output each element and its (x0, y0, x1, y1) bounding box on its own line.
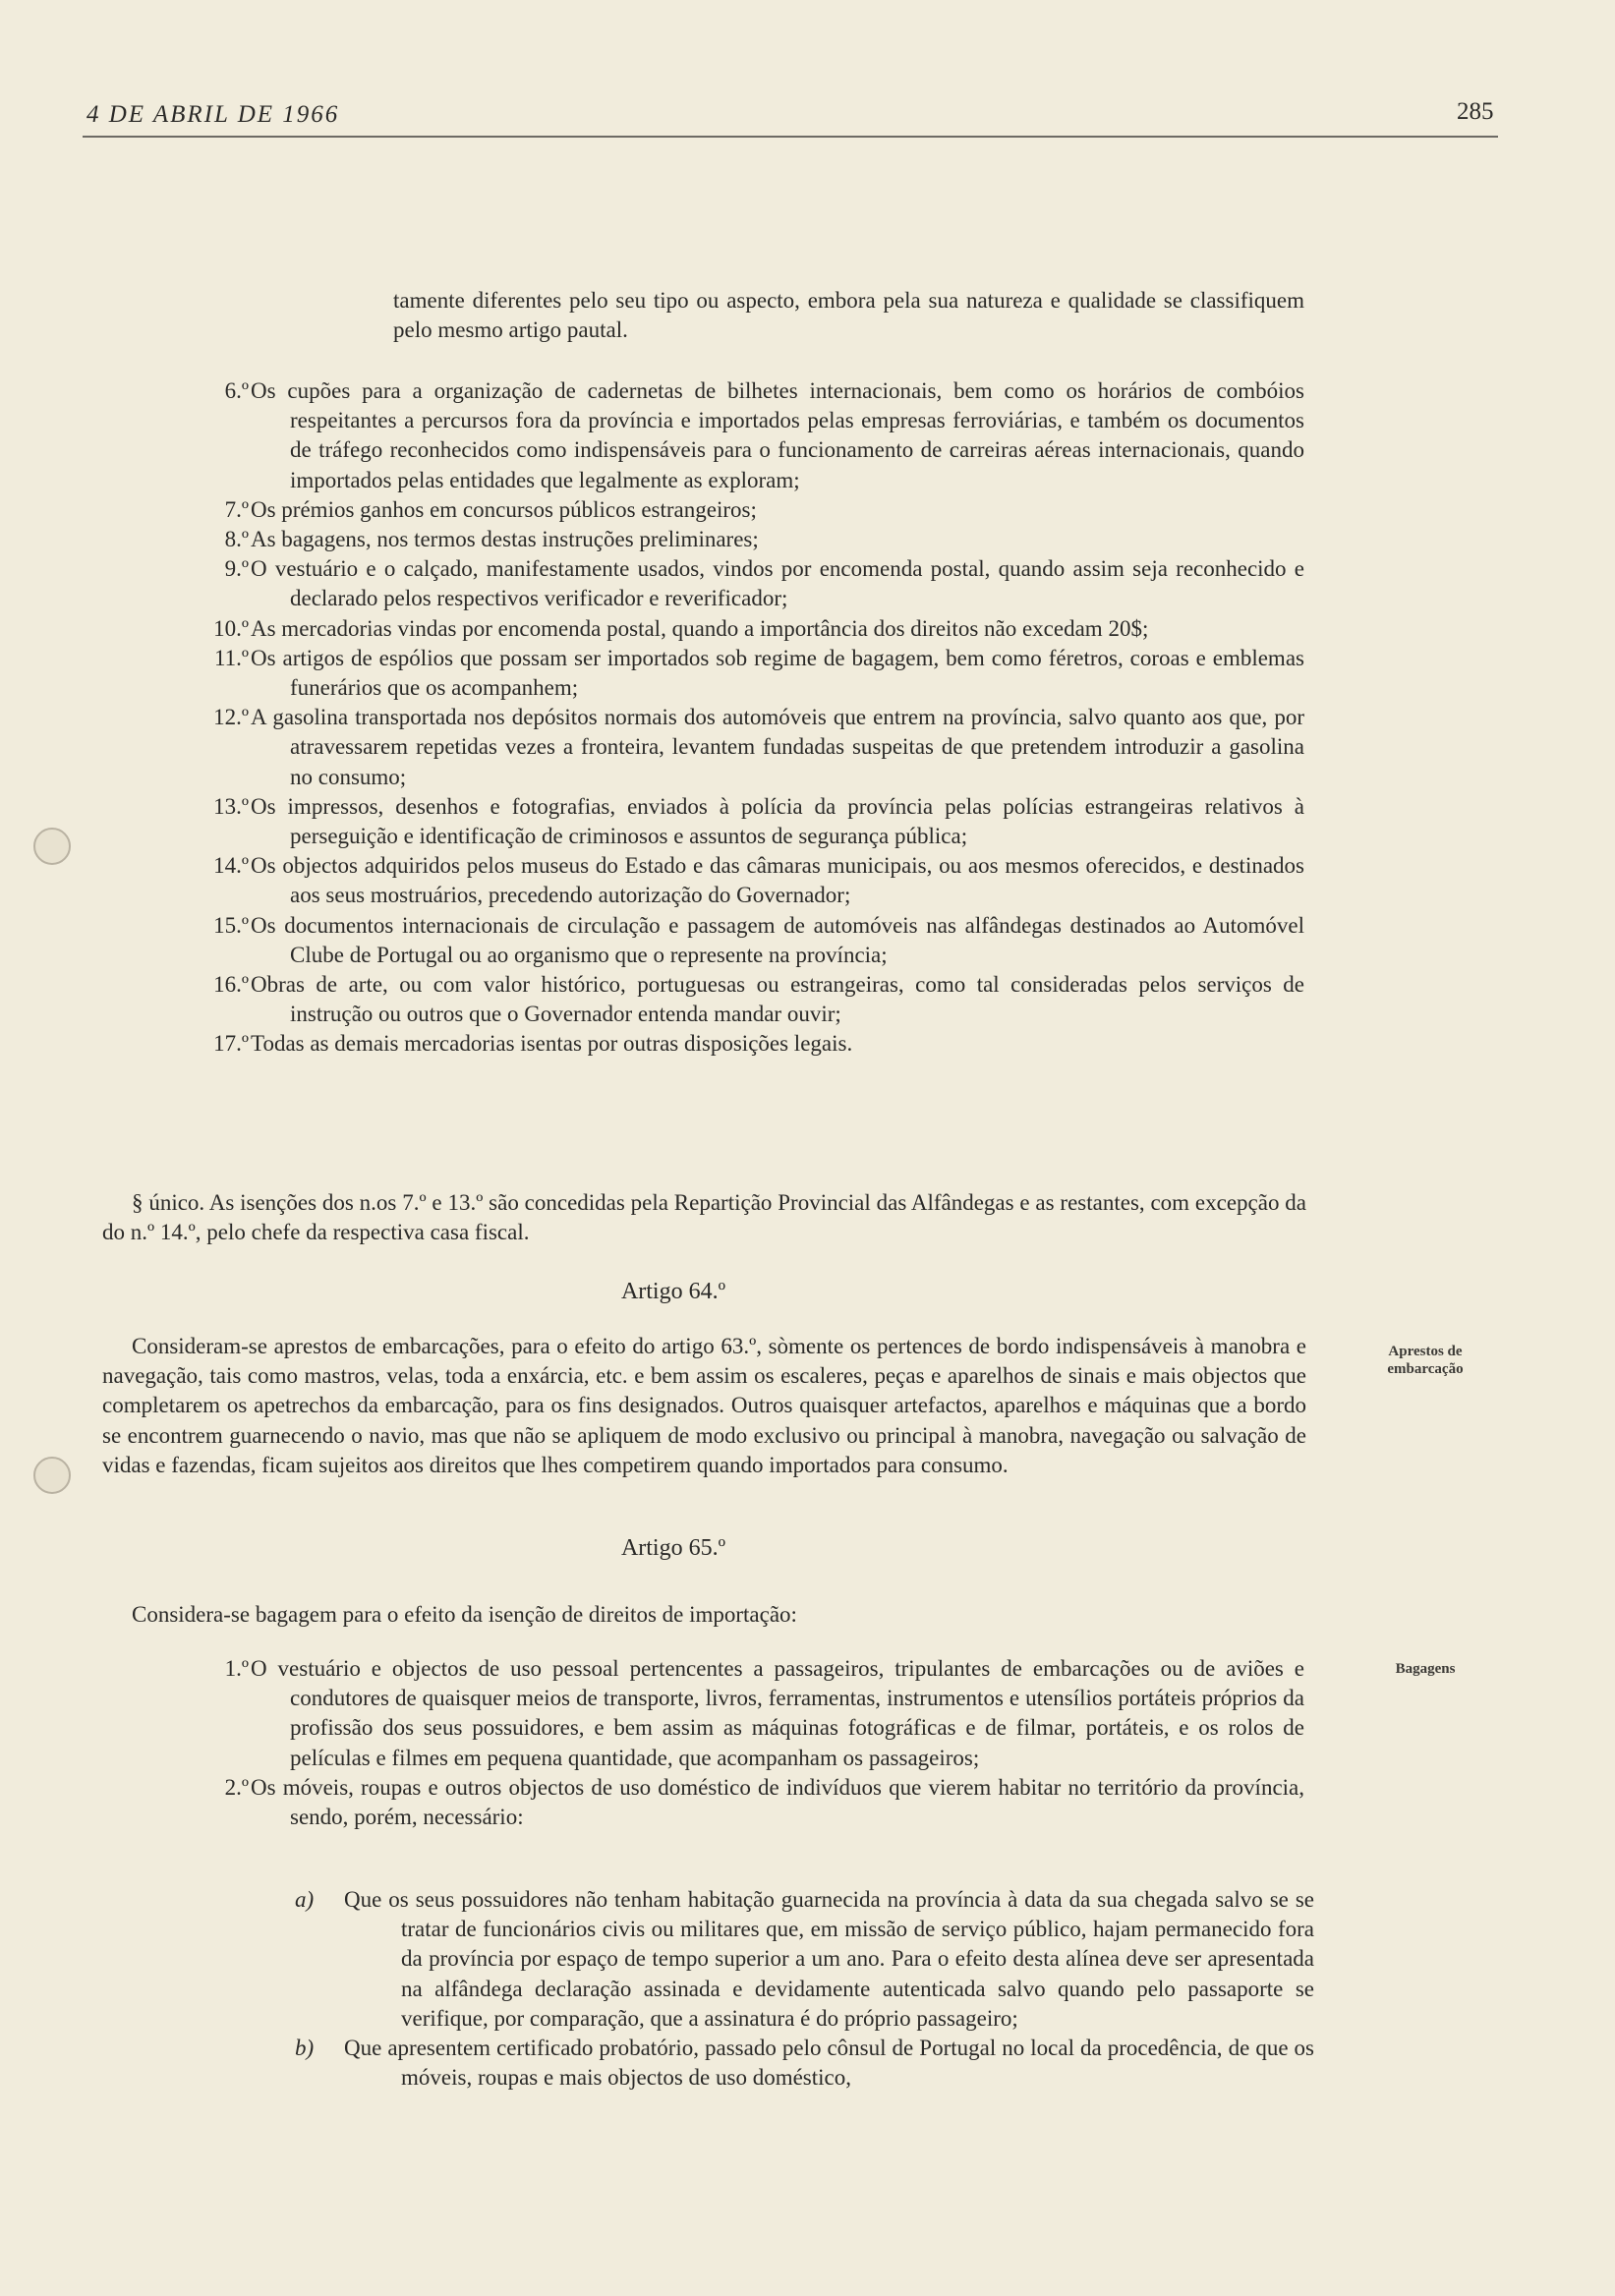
item-number: 14.º (213, 853, 249, 879)
list-item (197, 554, 1304, 613)
article-65-intro: Considera-se bagagem para o efeito da isenção de direitos de importação: (132, 1602, 797, 1627)
item-text: Os artigos de espólios que possam ser importados sob regime de bagagem, bem como féretros, coroas e emblemas funerários que os acompanhem; (251, 645, 1304, 701)
item-number: 7.º (224, 496, 249, 522)
item-number: 13.º (213, 793, 249, 819)
list-item (197, 703, 1304, 792)
continuation-paragraph: tamente diferentes pelo seu tipo ou aspecto, embora pela sua natureza e qualidade se classifiquem pelo mesmo artigo pautal. (393, 288, 1304, 343)
item-text: Obras de arte, ou com valor histórico, portuguesas ou estrangeiras, como tal consideradas pelos serviços de instrução ou outros que o Governador entenda mandar ouvir; (251, 972, 1304, 1027)
list-item (197, 1773, 1304, 1832)
subitem-list (295, 1885, 1314, 2093)
list-item (197, 1654, 1304, 1773)
subitem-text: Que apresentem certificado probatório, passado pelo cônsul de Portugal no local da procedência, de que os móveis, roupas e mais objectos de uso doméstico, (344, 2036, 1314, 2091)
item-number: 15.º (213, 912, 249, 938)
list-item (197, 1029, 1304, 1059)
item-text: As bagagens, nos termos destas instruções preliminares; (251, 527, 759, 552)
item-text: Os cupões para a organização de cadernetas de bilhetes internacionais, bem como os horários de combóios respeitantes a percursos fora da província e importados pelas empresas ferroviárias, e também os documentos de tráfego reconhecidos como indispensáveis para o funcionamento de carreiras aéreas internacionais, quando importados pelas entidades que legalmente as exploram; (251, 378, 1304, 492)
list-item (197, 792, 1304, 851)
article-65-title: Artigo 65.º (620, 1535, 726, 1561)
list-item (295, 2034, 1314, 2093)
item-text: Os objectos adquiridos pelos museus do Estado e das câmaras municipais, ou aos mesmos oferecidos, e destinados aos seus mostruários, precedendo autorização do Governador; (251, 853, 1304, 908)
header-date: 4 DE ABRIL DE 1966 (87, 101, 340, 128)
item-number: 1.º (224, 1656, 249, 1681)
list-item (197, 495, 1304, 525)
margin-note-aprestos: Aprestos de embarcação (1387, 1344, 1464, 1377)
punch-hole (33, 828, 71, 865)
list-item (197, 970, 1304, 1029)
list-item (197, 851, 1304, 910)
item-number: 2.º (224, 1774, 249, 1800)
list-item (197, 376, 1304, 495)
paragraph-unico: § único. As isenções dos n.os 7.º e 13.º são concedidas pela Repartição Provincial das Alfândegas e as restantes, com excepção da do n.º 14.º, pelo chefe da respectiva casa fiscal. (102, 1190, 1306, 1245)
item-text: Os prémios ganhos em concursos públicos estrangeiros; (251, 496, 757, 522)
item-text: O vestuário e objectos de uso pessoal pertencentes a passageiros, tripulantes de embarcações ou de aviões e condutores de quaisquer meios de transporte, livros, ferramentas, instrumentos e utensílios portáteis próprios da profissão dos seus possuidores, e bem assim as máquinas fotográficas e de filmar, portáteis, e os rolos de películas e filmes em pequena quantidade, que acompanham os passageiros; (251, 1656, 1304, 1770)
list-item (197, 911, 1304, 970)
item-text: Todas as demais mercadorias isentas por outras disposições legais. (251, 1031, 853, 1057)
list-item (197, 525, 1304, 554)
article-64-text: Consideram-se aprestos de embarcações, para o efeito do artigo 63.º, sòmente os pertences de bordo indispensáveis à manobra e navegação, tais como mastros, velas, toda a enxárcia, etc. e bem assim os escaleres, peças e aparelhos de sinais e mais objectos que completarem os apetrechos da embarcação, para os fins designados. Outros quaisquer artefactos, aparelhos e máquinas que a bordo se encontrem guarnecendo o navio, mas que não se apliquem de modo exclusivo ou principal à manobra, navegação ou salvação de vidas e fazendas, ficam sujeitos aos direitos que lhes competirem quando importados para consumo. (102, 1334, 1306, 1477)
header-rule (83, 136, 1498, 138)
list-item (295, 1885, 1314, 2034)
item-text: Os impressos, desenhos e fotografias, enviados à polícia da província pelas polícias estrangeiras relativos à perseguição e identificação de criminosos e assuntos de segurança pública; (251, 793, 1304, 849)
item-number: 16.º (213, 972, 249, 998)
page-number: 285 (1457, 98, 1494, 125)
exemption-list (197, 376, 1304, 1060)
list-item (197, 644, 1304, 703)
punch-hole (33, 1457, 71, 1494)
item-number: 11.º (213, 645, 249, 670)
item-text: A gasolina transportada nos depósitos normais dos automóveis que entrem na província, salvo quanto aos que, por atravessarem repetidas vezes a fronteira, levantem fundadas suspeitas de que pretendem introduzir a gasolina no consumo; (251, 705, 1304, 789)
subitem-label: b) (295, 2036, 315, 2061)
margin-note-bagagens: Bagagens (1395, 1661, 1456, 1677)
article-64-title: Artigo 64.º (620, 1279, 726, 1304)
item-text: Os documentos internacionais de circulação e passagem de automóveis nas alfândegas destinados ao Automóvel Clube de Portugal ou ao organismo que o represente na província; (251, 912, 1304, 967)
list-item (197, 614, 1304, 644)
subitem-text: Que os seus possuidores não tenham habitação guarnecida na província à data da sua chegada salvo se se tratar de funcionários civis ou militares que, em missão de serviço público, hajam permanecido fora da província por espaço de tempo superior a um ano. Para o efeito desta alínea deve ser apresentada na alfândega declaração assinada e devidamente autenticada salvo quando pelo passaporte se verifique, por comparação, que a assinatura é do próprio passageiro; (344, 1887, 1314, 2031)
item-number: 8.º (224, 527, 249, 552)
item-number: 12.º (213, 705, 249, 730)
item-number: 17.º (213, 1031, 249, 1057)
item-text: O vestuário e o calçado, manifestamente usados, vindos por encomenda postal, quando assim seja reconhecido e declarado pelos respectivos verificador e reverificador; (251, 556, 1304, 611)
subitem-label: a) (295, 1887, 315, 1912)
item-text: Os móveis, roupas e outros objectos de uso doméstico de indivíduos que vierem habitar no território da província, sendo, porém, necessário: (251, 1774, 1304, 1830)
baggage-list (197, 1654, 1304, 1832)
item-text: As mercadorias vindas por encomenda postal, quando a importância dos direitos não excedam 20$; (251, 615, 1149, 641)
item-number: 6.º (224, 378, 249, 403)
item-number: 10.º (213, 615, 249, 641)
item-number: 9.º (224, 556, 249, 582)
